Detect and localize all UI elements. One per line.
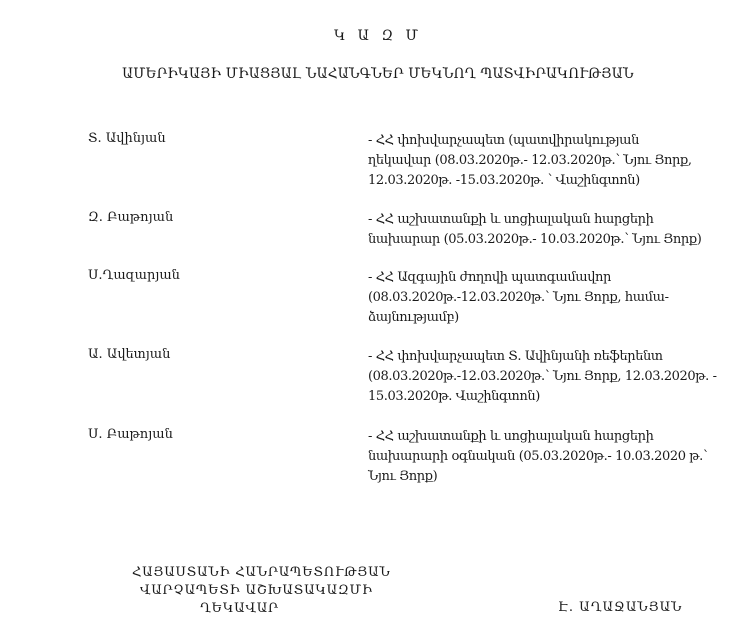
signatory-title-line: ՂԵԿԱՎԱՐ	[200, 601, 279, 616]
document-subtitle: ԱՄԵՐԻԿԱՅԻ ՄԻԱՑՅԱԼ ՆԱՀԱՆԳՆԵՐ ՄԵԿՆՈՂ ՊԱՏՎԻՐԱԿՈՒԹՅԱՆ	[122, 66, 634, 82]
member-role-line: 12.03.2020թ. -15.03.2020թ. ՝ Վաշինգտոն)	[368, 173, 640, 188]
member-role-line: ձայնությամբ)	[368, 310, 459, 325]
member-name: Ա. Ավետյան	[88, 347, 171, 362]
member-name: Զ. Բաթոյան	[88, 210, 174, 225]
member-role-line: (08.03.2020թ.-12.03.2020թ.՝ Նյու Յորք, 12.03.2020թ. -	[368, 369, 717, 384]
member-role-line: ղեկավար (08.03.2020թ.- 12.03.2020թ.՝ Նյու Յորք,	[368, 153, 692, 168]
member-role-line: նախարարի օգնական (05.03.2020թ.- 10.03.2020 թ.՝	[368, 449, 708, 464]
member-role	[368, 210, 702, 250]
member-role-line: (08.03.2020թ.-12.03.2020թ.՝ Նյու Յորք, համա-	[368, 290, 669, 305]
signatory-name: Է. ԱՂԱՋԱՆՅԱՆ	[558, 600, 683, 615]
member-role-line: - ՀՀ Ազգային ժողովի պատգամավոր	[368, 270, 612, 285]
member-role-line: - ՀՀ աշխատանքի և սոցիալական հարցերի	[368, 429, 654, 444]
member-name: Տ. Ավինյան	[88, 131, 166, 146]
member-role-line: - ՀՀ փոխվարչապետ Տ. Ավինյանի ռեֆերենտ	[368, 349, 663, 364]
member-role	[368, 347, 717, 407]
member-role-line: 15.03.2020թ. Վաշինգտոն)	[368, 389, 540, 404]
member-role-line: - ՀՀ աշխատանքի և սոցիալական հարցերի	[368, 212, 654, 227]
signatory-title-line: ՎԱՐՉԱՊԵՏԻ ԱՇԽԱՏԱԿԱԶՄԻ	[140, 583, 373, 598]
member-role	[368, 268, 698, 328]
member-name: Ս.Ղազարյան	[88, 268, 180, 283]
member-role	[368, 427, 708, 487]
member-name: Ս. Բաթոյան	[88, 427, 173, 442]
member-role-line: Նյու Յորք)	[368, 469, 438, 484]
document-title: Կ Ա Զ Մ	[333, 28, 423, 44]
member-role-line: - ՀՀ փոխվարչապետ (պատվիրակության	[368, 133, 639, 148]
member-role-line: նախարար (05.03.2020թ.- 10.03.2020թ.՝ Նյու Յորք)	[368, 232, 702, 247]
signatory-title	[120, 564, 420, 618]
member-role	[368, 131, 698, 191]
signatory-title-line: ՀԱՅԱՍՏԱՆԻ ՀԱՆՐԱՊԵՏՈՒԹՅԱՆ	[132, 565, 391, 580]
